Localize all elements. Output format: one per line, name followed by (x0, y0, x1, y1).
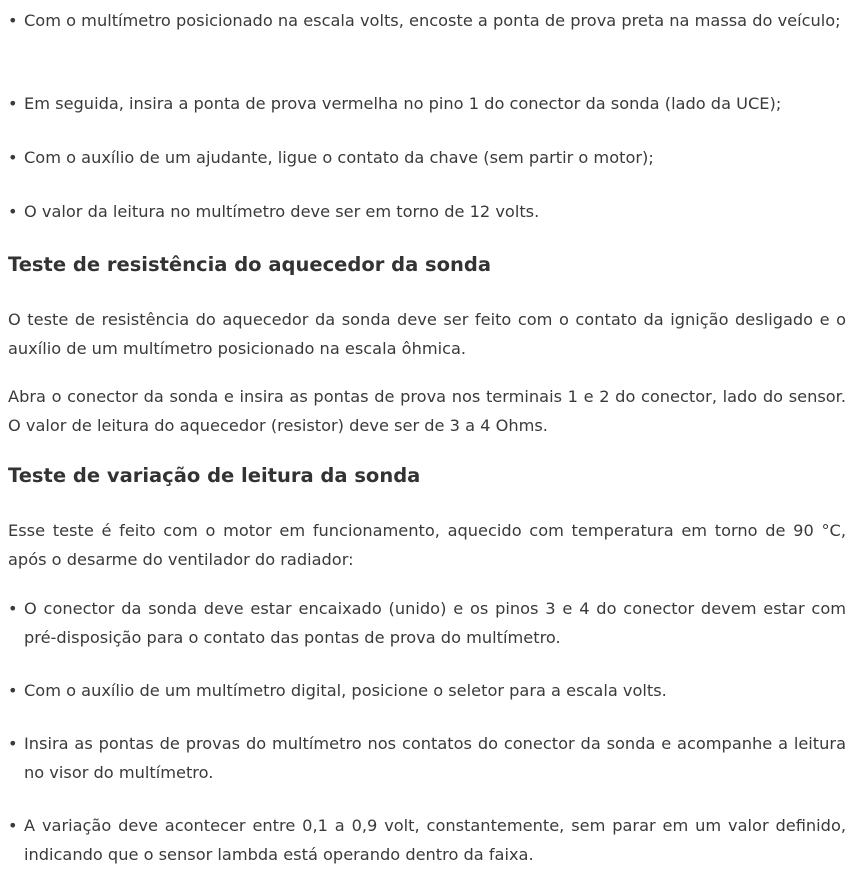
list-item (8, 6, 846, 35)
paragraph: O teste de resistência do aquecedor da sonda deve ser feito com o contato da ignição desligado e o auxílio de um multímetro posicionado na escala ôhmica. (8, 310, 846, 358)
bullet-icon: • (8, 599, 18, 618)
list-item (8, 594, 846, 652)
list-item-text: O valor da leitura no multímetro deve ser em torno de 12 volts. (24, 202, 540, 221)
list-item (8, 143, 846, 172)
bullet-icon: • (8, 734, 18, 753)
section-heading: Teste de resistência do aquecedor da sonda (8, 253, 492, 276)
list-item-text: Com o auxílio de um multímetro digital, posicione o seletor para a escala volts. (24, 681, 667, 700)
bullet-icon: • (8, 148, 18, 167)
bullet-icon: • (8, 202, 18, 221)
bullet-icon: • (8, 94, 18, 113)
list-item (8, 676, 846, 705)
list-item-text: Com o auxílio de um ajudante, ligue o contato da chave (sem partir o motor); (24, 148, 654, 167)
list-item (8, 729, 846, 787)
bullet-icon: • (8, 681, 18, 700)
bullet-icon: • (8, 11, 18, 30)
list-item-text: Insira as pontas de provas do multímetro nos contatos do conector da sonda e acompanhe a leitura no visor do multímetro. (24, 734, 846, 782)
list-item (8, 89, 846, 118)
list-item-text: O conector da sonda deve estar encaixado (unido) e os pinos 3 e 4 do conector devem estar com pré-disposição para o contato das pontas de prova do multímetro. (24, 599, 846, 647)
list-item-text: Com o multímetro posicionado na escala volts, encoste a ponta de prova preta na massa do veículo; (24, 11, 841, 30)
list-item (8, 197, 846, 226)
list-item-text: Em seguida, insira a ponta de prova vermelha no pino 1 do conector da sonda (lado da UCE); (24, 94, 782, 113)
paragraph: Esse teste é feito com o motor em funcionamento, aquecido com temperatura em torno de 90 °C, após o desarme do ventilador do radiador: (8, 521, 846, 569)
list-item-text: A variação deve acontecer entre 0,1 a 0,9 volt, constantemente, sem parar em um valor definido, indicando que o sensor lambda está operando dentro da faixa. (24, 816, 846, 864)
paragraph: Abra o conector da sonda e insira as pontas de prova nos terminais 1 e 2 do conector, lado do sensor. O valor de leitura do aquecedor (resistor) deve ser de 3 a 4 Ohms. (8, 387, 846, 435)
bullet-icon: • (8, 816, 18, 835)
list-item (8, 811, 846, 869)
section-heading: Teste de variação de leitura da sonda (8, 464, 421, 487)
